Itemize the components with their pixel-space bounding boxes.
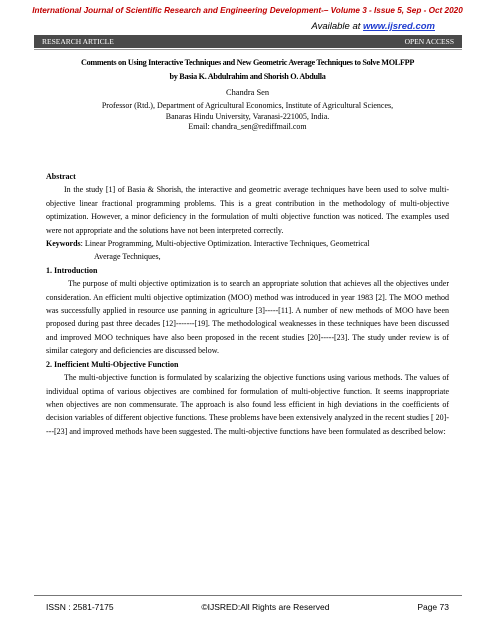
affiliation-line-1: Professor (Rtd.), Department of Agricultural Economics, Institute of Agricultural Sciences, bbox=[101, 101, 394, 110]
available-prefix: Available at bbox=[311, 21, 364, 32]
section-1-heading: 1. Introduction bbox=[46, 265, 98, 275]
copyright-notice: ©IJSRED:All Rights are Reserved bbox=[201, 602, 330, 612]
title-line-1: Comments on Using Interactive Techniques and New Geometric Average Techniques to Solve MOLFPP bbox=[80, 58, 415, 67]
page-number: Page 73 bbox=[417, 602, 449, 612]
author-name: Chandra Sen bbox=[225, 88, 270, 97]
issn: ISSN : 2581-7175 bbox=[46, 602, 114, 612]
paper-title bbox=[40, 56, 455, 84]
abstract-text: In the study [1] of Basia & Shorish, the interactive and geometric average techniques have been used to solve multi-objective linear fractional programming problems. This is a great contribution in the methodology of multi-objective optimization. However, a minor deficiency in the formulation of multi objective function was noticed. The examples used were not appropriate and the solutions have not been interpreted correctly. bbox=[46, 185, 449, 235]
research-article-label: RESEARCH ARTICLE bbox=[42, 37, 114, 46]
article-type-banner bbox=[34, 35, 462, 48]
author-email: Email: chandra_sen@rediffmail.com bbox=[188, 122, 307, 131]
banner-divider bbox=[34, 49, 462, 50]
footer-divider bbox=[34, 595, 462, 596]
affiliation-line-2: Banaras Hindu University, Varanasi-221005, India. bbox=[165, 111, 330, 121]
journal-header: International Journal of Scientific Research and Engineering Development-– Volume 3 - Issue 5, Sep - Oct 2020 bbox=[32, 6, 463, 15]
section-1-text: The purpose of multi objective optimization is to search an appropriate solution that achieves all the objectives under consideration. An efficient multi objective optimization (MOO) method was introduced in year 1983 [2]. The MOO method was successfully applied in resource use panning in agriculture [3]-----[11]. A number of new methods of MOO have been proposed during past three decades [12]-------[19]. The methodological weaknesses in these techniques have been discussed and improved MOO techniques have also been proposed in the recent studies [20]-----[23]. The study under review is of similar category and deficiencies are discussed below. bbox=[46, 279, 449, 356]
abstract-heading: Abstract bbox=[46, 172, 76, 181]
keywords-label: Keywords bbox=[46, 239, 81, 249]
availability-line bbox=[311, 21, 435, 32]
section-2-text: The multi-objective function is formulated by scalarizing the objective functions using various methods. The values of individual optima of various objectives are combined for formulation of multi-objective function. It seems inappropriate when objectives are non commensurate. The approach is also found less efficient in high deviations in the coefficients of decision variables of different objective functions. These problems have been extensively analyzed in the recent studies [ 20]----[23] and improved methods have been suggested. The multi-objective functions have been formulated as described below: bbox=[46, 373, 449, 436]
open-access-label: OPEN ACCESS bbox=[404, 37, 454, 46]
page-footer bbox=[46, 602, 449, 612]
section-2-heading: 2. Inefficient Multi-Objective Function bbox=[46, 359, 179, 369]
paper-body bbox=[46, 170, 449, 438]
affiliation bbox=[40, 101, 455, 133]
keywords-text: : Linear Programming, Multi-objective Optimization. Interactive Techniques, Geometrical bbox=[80, 239, 370, 249]
title-line-2: by Basia K. Abdulrahim and Shorish O. Abdulla bbox=[169, 72, 326, 81]
keywords-continuation: Average Techniques, bbox=[94, 252, 161, 262]
journal-website-link[interactable]: www.ijsred.com bbox=[363, 21, 435, 32]
keywords-line bbox=[46, 237, 449, 250]
